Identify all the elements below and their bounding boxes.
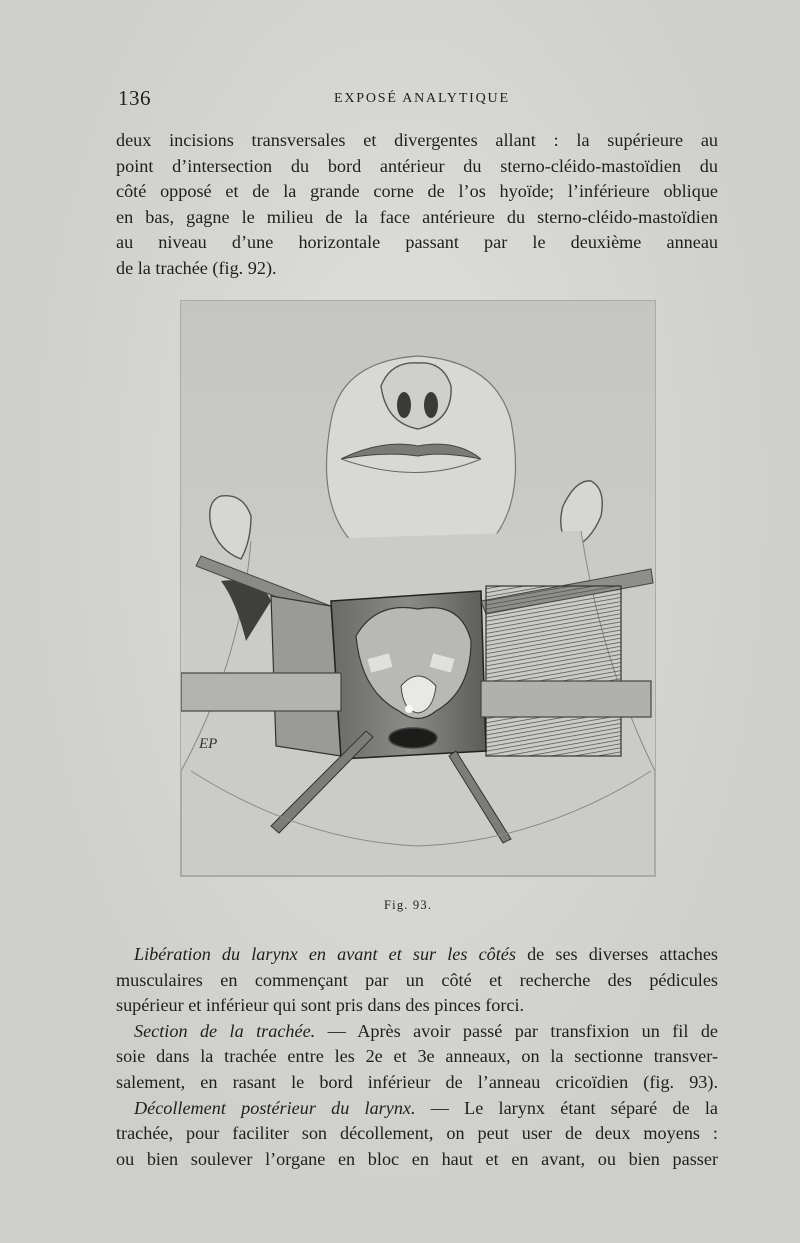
bottom-text	[116, 942, 718, 1172]
italic-heading: Section de la trachée.	[134, 1020, 316, 1041]
paragraph-line	[116, 942, 718, 968]
artist-signature: EP	[199, 736, 218, 752]
text-line: point d’intersection du bord antérieur du sterno-cléido-mastoïdien du	[116, 155, 718, 176]
page-number: 136	[118, 86, 151, 110]
text-line: salement, en rasant le bord inférieur de l’anneau cricoïdien (fig. 93).	[116, 1071, 718, 1092]
illustration-drawing	[181, 301, 655, 876]
text-line: en bas, gagne le milieu de la face antérieure du sterno-cléido-mastoïdien	[116, 206, 718, 227]
figure-caption: Fig. 93.	[384, 898, 433, 912]
running-title: EXPOSÉ ANALYTIQUE	[334, 91, 510, 106]
running-head	[118, 86, 718, 112]
italic-heading: Libération du larynx en avant et sur les côtés	[134, 944, 516, 964]
text-line: ou bien soulever l’organe en bloc en haut et en avant, ou bien passer	[116, 1148, 718, 1169]
text-line: côté opposé et de la grande corne de l’os hyoïde; l’inférieure oblique	[116, 181, 718, 202]
text-span: de ses diverses attaches	[515, 944, 718, 964]
text-line: trachée, pour faciliter son décollement, on peut user de deux moyens :	[116, 1123, 718, 1144]
text-line: au niveau d’une horizontale passant par le deuxième anneau	[116, 232, 718, 253]
text-line: deux incisions transversales et divergentes allant : la supérieure au	[116, 130, 718, 150]
text-line: soie dans la trachée entre les 2e et 3e anneaux, on la sectionne transver-	[116, 1046, 718, 1067]
surgical-illustration	[180, 300, 656, 877]
paragraph-line	[116, 1019, 718, 1045]
text-line: supérieur et inférieur qui sont pris dans des pinces forci.	[116, 995, 525, 1016]
paragraph-line	[116, 1096, 718, 1122]
text-span: — Le larynx étant séparé de la	[415, 1097, 718, 1118]
text-line: de la trachée (fig. 92).	[116, 257, 277, 278]
text-span: — Après avoir passé par transfixion un fil de	[315, 1020, 718, 1041]
top-paragraph	[116, 128, 718, 282]
text-line: musculaires en commençant par un côté et recherche des pédicules	[116, 969, 718, 990]
italic-heading: Décollement postérieur du larynx.	[134, 1097, 416, 1118]
